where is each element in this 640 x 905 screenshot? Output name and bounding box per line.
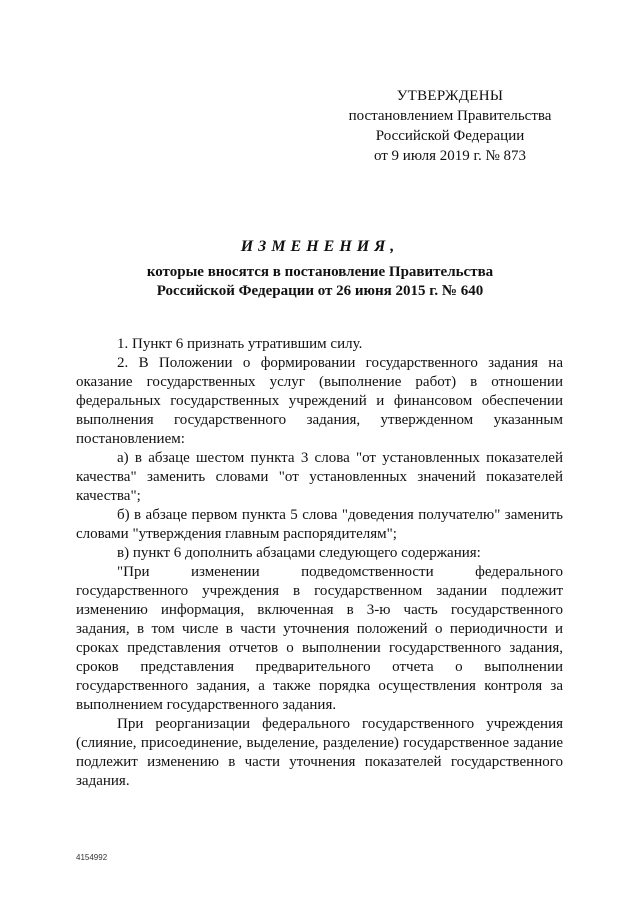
paragraph-3: а) в абзаце шестом пункта 3 слова "от установленных показателей качества" заменить словами "от установленных значений показателей качества"; — [76, 450, 563, 504]
document-title: ИЗМЕНЕНИЯ, — [240, 238, 400, 255]
approval-line-3: от 9 июля 2019 г. № 873 — [373, 148, 527, 164]
approval-title: УТВЕРЖДЕНЫ — [396, 88, 504, 104]
document-subtitle-line-1: которые вносятся в постановление Правительства — [146, 264, 494, 280]
document-body — [76, 335, 563, 791]
paragraph-5: в) пункт 6 дополнить абзацами следующего содержания: — [117, 545, 481, 561]
paragraph-7: При реорганизации федерального государственного учреждения (слияние, присоединение, выделение, разделение) государственное задание подлежит изменению в части уточнения показателей государственного задания. — [76, 716, 563, 789]
paragraph-4: б) в абзаце первом пункта 5 слова "доведения получателю" заменить словами "утверждения главным распорядителям"; — [76, 507, 563, 542]
document-code: 4154992 — [76, 853, 108, 862]
document-subtitle — [0, 263, 640, 301]
document-subtitle-line-2: Российской Федерации от 26 июня 2015 г. № 640 — [156, 283, 484, 299]
paragraph-1: 1. Пункт 6 признать утратившим силу. — [117, 336, 363, 352]
approval-line-2: Российской Федерации — [375, 128, 525, 144]
approval-stamp-block — [330, 86, 570, 166]
paragraph-6: "При изменении подведомственности федерального государственного учреждения в государственном задании подлежит изменению информация, включенная в 3-ю часть государственного задания, в том числе в части уточнения положений о периодичности и сроках представления отчетов о выполнении государственного задания, сроков представления предварительного отчета о выполнении государственного задания, а также порядка осуществления контроля за выполнением государственного задания. — [76, 564, 563, 713]
approval-line-1: постановлением Правительства — [348, 108, 552, 124]
paragraph-2: 2. В Положении о формировании государственного задания на оказание государственных услуг (выполнение работ) в отношении федеральных государственных учреждений и финансовом обеспечении выполнения государственного задания, утвержденном указанным постановлением: — [76, 355, 563, 447]
